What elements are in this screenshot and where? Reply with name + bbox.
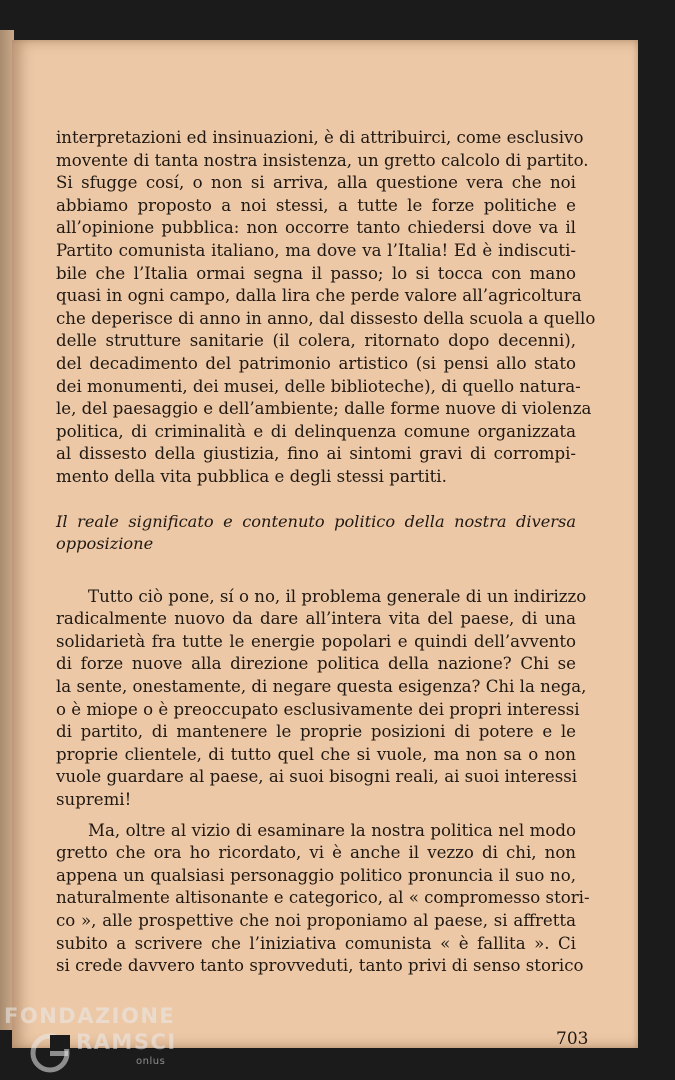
text-line: si crede davvero tanto sprovveduti, tanto privi di senso storico: [56, 956, 584, 976]
text-line: le, del paesaggio e dell’ambiente; dalle forme nuove di violenza: [56, 399, 592, 419]
text-line: naturalmente altisonante e categorico, al « compromesso stori-: [56, 888, 590, 908]
heading-line: Il reale significato e contenuto politico della nostra diversa: [56, 511, 576, 531]
text-line: Ma, oltre al vizio di esaminare la nostra politica nel modo: [88, 820, 576, 840]
fondazione-gramsci-watermark: [4, 1004, 184, 1074]
text-line: abbiamo proposto a noi stessi, a tutte le forze politiche e: [56, 195, 576, 215]
text-line: delle strutture sanitarie (il colera, ritornato dopo decenni),: [56, 331, 576, 351]
text-line: interpretazioni ed insinuazioni, è di attribuirci, come esclusivo: [56, 128, 584, 147]
text-line: all’opinione pubblica: non occorre tanto chiedersi dove va il: [56, 218, 576, 238]
text-line: o è miope o è preoccupato esclusivamente dei propri interessi: [56, 699, 580, 719]
gramsci-g-logo-icon: [28, 1031, 72, 1075]
text-line: Partito comunista italiano, ma dove va l’Italia! Ed è indiscuti-: [56, 240, 576, 260]
page-body: [56, 127, 596, 978]
text-line: radicalmente nuovo da dare all’intera vita del paese, di una: [56, 609, 576, 629]
text-line: Si sfugge cosí, o non si arriva, alla questione vera che noi: [56, 173, 576, 193]
paragraph-2: [56, 586, 587, 812]
watermark-line-1: FONDAZIONE: [4, 1004, 176, 1028]
text-line: al dissesto della giustizia, fino ai sintomi gravi di corrompi-: [56, 444, 576, 464]
text-line: bile che l’Italia ormai segna il passo; lo si tocca con mano: [56, 263, 576, 283]
text-line: dei monumenti, dei musei, delle biblioteche), di quello natura-: [56, 376, 581, 396]
text-line: mento della vita pubblica e degli stessi partiti.: [56, 466, 447, 486]
book-page: [12, 40, 638, 1048]
text-line: co », alle prospettive che noi proponiamo al paese, si affretta: [56, 911, 576, 930]
text-line: del decadimento del patrimonio artistico (si pensi allo stato: [56, 353, 576, 373]
text-line: subito a scrivere che l’iniziativa comunista « è fallita ». Ci: [56, 933, 576, 953]
page-number: 703: [556, 1029, 589, 1049]
text-line: proprie clientele, di tutto quel che si vuole, ma non sa o non: [56, 744, 576, 764]
text-line: quasi in ogni campo, dalla lira che perde valore all’agricoltura: [56, 286, 582, 306]
text-line: la sente, onestamente, di negare questa esigenza? Chi la nega,: [56, 677, 587, 697]
text-line: vuole guardare al paese, ai suoi bisogni reali, ai suoi interessi: [56, 767, 578, 787]
text-line: di forze nuove alla direzione politica della nazione? Chi se: [56, 654, 576, 674]
text-line: di partito, di mantenere le proprie posizioni di potere e le: [56, 722, 576, 742]
text-line: Tutto ciò pone, sí o no, il problema generale di un indirizzo: [88, 586, 587, 606]
text-line: supremi!: [56, 790, 132, 810]
paragraph-1: [56, 127, 596, 489]
text-line: che deperisce di anno in anno, dal dissesto della scuola a quello: [56, 308, 596, 328]
text-line: gretto che ora ho ricordato, vi è anche il vezzo di chi, non: [56, 843, 576, 863]
text-line: solidarietà fra tutte le energie popolari e quindi dell’avvento: [56, 631, 576, 651]
watermark-onlus: onlus: [136, 1056, 166, 1067]
paragraph-3: [56, 820, 590, 978]
watermark-line-2: RAMSCI: [76, 1030, 177, 1054]
text-line: movente di tanta nostra insistenza, un gretto calcolo di partito.: [56, 150, 589, 170]
text-line: politica, di criminalità e di delinquenza comune organizzata: [56, 421, 576, 441]
heading-line: opposizione: [56, 534, 154, 554]
text-line: appena un qualsiasi personaggio politico pronuncia il suo no,: [56, 865, 576, 885]
section-heading: [56, 511, 576, 556]
